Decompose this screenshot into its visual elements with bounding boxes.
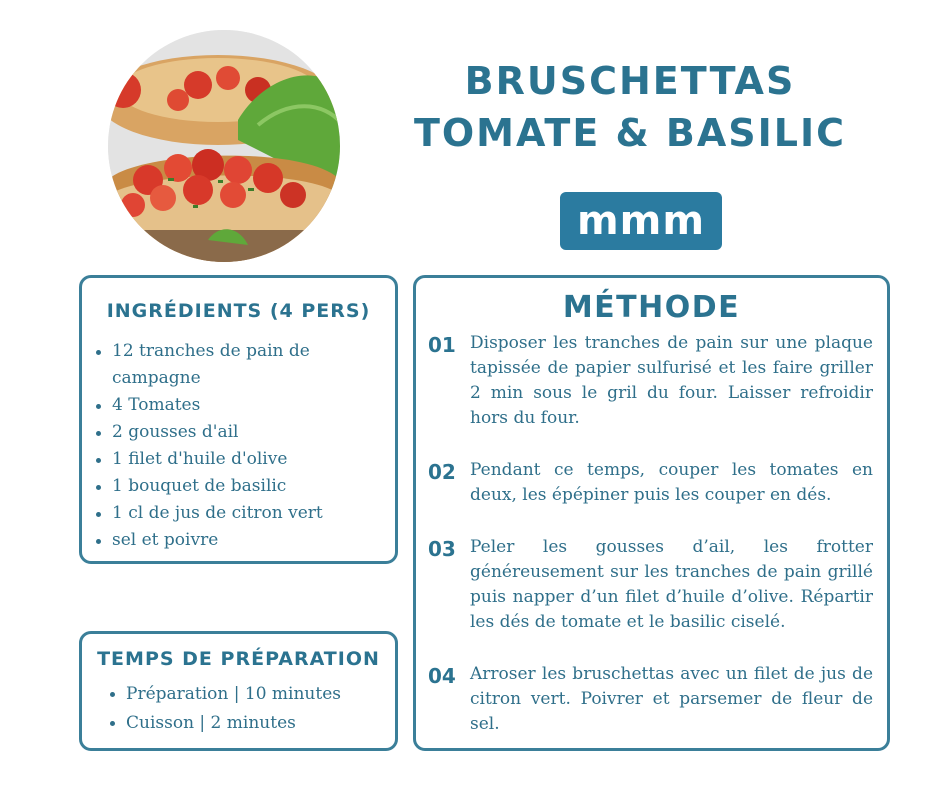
prep-time-title: TEMPS DE PRÉPARATION <box>97 648 380 670</box>
prep-time-card <box>79 631 398 751</box>
ingredients-list <box>82 338 395 554</box>
step-text: Peler les gousses d’ail, les frotter généreusement sur les tranches de pain grillé puis napper d’un filet d’huile d’olive. Répartir les dés de tomate et le basilic ciselé. <box>470 537 873 632</box>
list-item: Cuisson | 2 minutes <box>110 709 395 738</box>
ingredients-card <box>79 275 398 564</box>
step-number: 04 <box>428 664 456 688</box>
method-card <box>413 275 890 751</box>
step-text: Arroser les bruschettas avec un filet de jus de citron vert. Poivrer et parsemer de fleur de sel. <box>470 664 873 734</box>
mmm-badge: mmm <box>560 192 722 250</box>
method-step <box>428 662 873 737</box>
prep-time-list <box>82 680 395 738</box>
step-number: 02 <box>428 460 456 484</box>
step-number: 01 <box>428 333 456 357</box>
list-item: 2 gousses d'ail <box>96 419 395 446</box>
list-item: 12 tranches de pain de campagne <box>96 338 395 392</box>
recipe-title: BRUSCHETTAS TOMATE & BASILIC <box>413 59 847 155</box>
step-text: Pendant ce temps, couper les tomates en deux, les épépiner puis les couper en dés. <box>470 460 873 505</box>
list-item: 4 Tomates <box>96 392 395 419</box>
list-item: 1 cl de jus de citron vert <box>96 500 395 527</box>
method-step <box>428 331 873 431</box>
method-steps <box>416 331 887 737</box>
step-number: 03 <box>428 537 456 561</box>
list-item: 1 filet d'huile d'olive <box>96 446 395 473</box>
list-item: Préparation | 10 minutes <box>110 680 395 709</box>
bruschetta-photo <box>108 30 340 262</box>
list-item: 1 bouquet de basilic <box>96 473 395 500</box>
ingredients-title: INGRÉDIENTS (4 PERS) <box>106 300 371 322</box>
list-item: sel et poivre <box>96 527 395 554</box>
method-step <box>428 535 873 635</box>
step-text: Disposer les tranches de pain sur une plaque tapissée de papier sulfurisé et les faire griller 2 min sous le gril du four. Laisser refroidir hors du four. <box>470 333 873 428</box>
method-step <box>428 458 873 508</box>
method-title: MÉTHODE <box>562 290 741 325</box>
